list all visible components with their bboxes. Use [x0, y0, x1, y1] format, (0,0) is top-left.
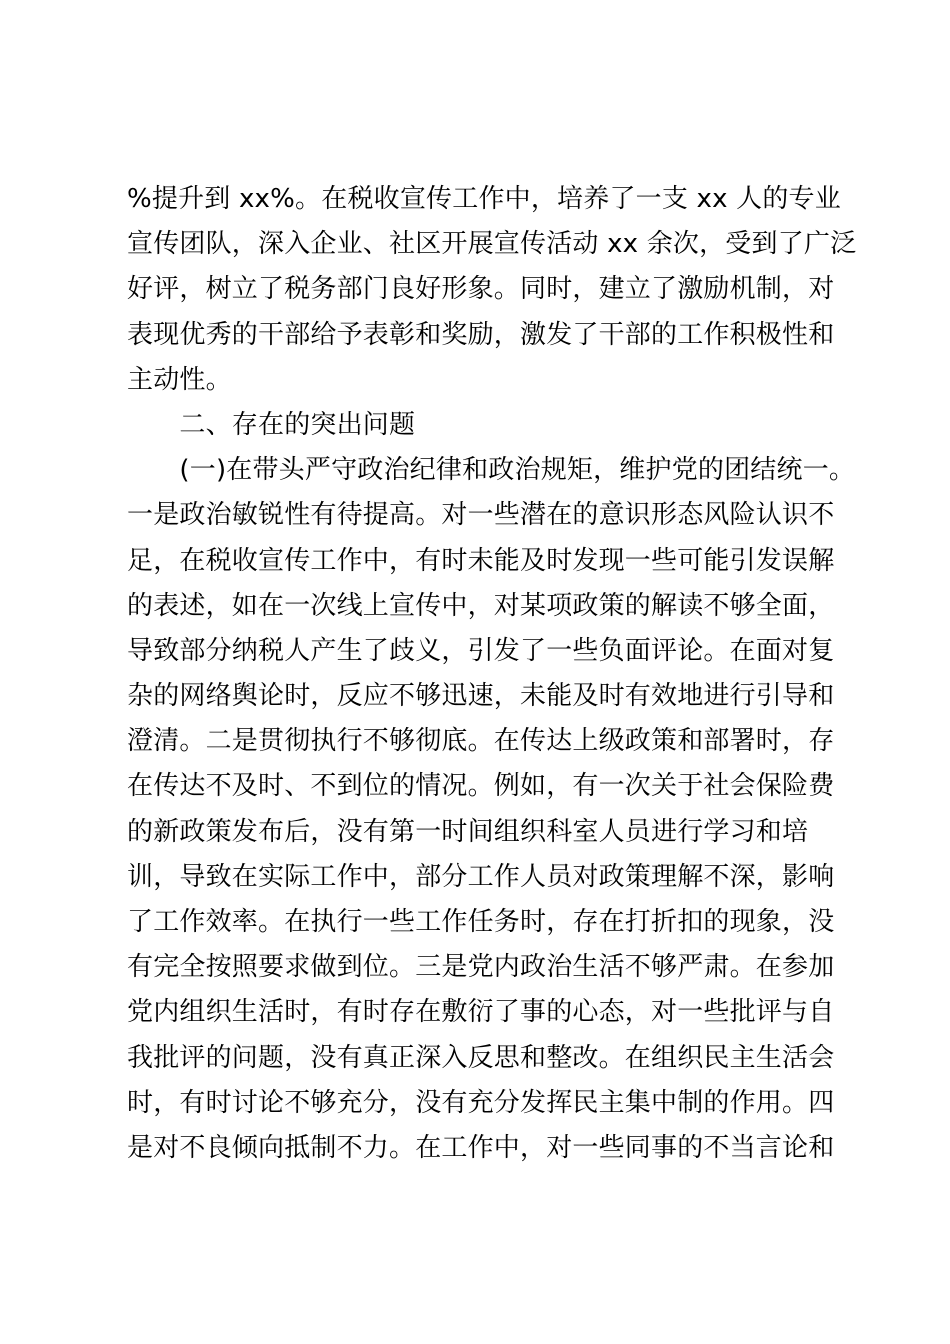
- text-line: 了工作效率。在执行一些工作任务时，存在打折扣的现象，没: [127, 907, 835, 937]
- text-line: 表现优秀的干部给予表彰和奖励，激发了干部的工作积极性和: [127, 319, 835, 350]
- text-line: 在传达不及时、不到位的情况。例如，有一次关于社会保险费: [127, 771, 835, 802]
- section-heading: 二、存在的突出问题: [127, 409, 416, 440]
- text-line: 导致部分纳税人产生了歧义，引发了一些负面评论。在面对复: [127, 635, 835, 666]
- text-line: 主动性。: [127, 364, 232, 395]
- text-line: %提升到 xx%。在税收宣传工作中，培养了一支 xx 人的专业: [127, 184, 841, 214]
- subsection-heading: (一)在带头严守政治纪律和政治规矩，维护党的团结统一。: [127, 455, 856, 486]
- text-line: 好评，树立了税务部门良好形象。同时，建立了激励机制，对: [127, 274, 835, 305]
- text-line: 宣传团队，深入企业、社区开展宣传活动 xx 余次，受到了广泛: [127, 229, 857, 260]
- text-line: 足，在税收宣传工作中，有时未能及时发现一些可能引发误解: [127, 545, 835, 576]
- text-line: 的新政策发布后，没有第一时间组织科室人员进行学习和培: [127, 816, 809, 847]
- text-line: 时，有时讨论不够充分，没有充分发挥民主集中制的作用。四: [127, 1087, 835, 1118]
- text-line: 一是政治敏锐性有待提高。对一些潜在的意识形态风险认识不: [127, 500, 835, 531]
- text-line: 有完全按照要求做到位。三是党内政治生活不够严肃。在参加: [127, 952, 835, 983]
- text-line: 澄清。二是贯彻执行不够彻底。在传达上级政策和部署时，存: [127, 726, 835, 757]
- text-line: 是对不良倾向抵制不力。在工作中，对一些同事的不当言论和: [127, 1132, 835, 1163]
- body-text: [127, 177, 857, 1171]
- text-line: 的表述，如在一次线上宣传中，对某项政策的解读不够全面，: [127, 590, 835, 621]
- text-line: 党内组织生活时，有时存在敷衍了事的心态，对一些批评与自: [127, 997, 835, 1028]
- text-line: 训，导致在实际工作中，部分工作人员对政策理解不深，影响: [127, 861, 835, 892]
- text-line: 杂的网络舆论时，反应不够迅速，未能及时有效地进行引导和: [127, 681, 835, 712]
- text-line: 我批评的问题，没有真正深入反思和整改。在组织民主生活会: [127, 1042, 835, 1073]
